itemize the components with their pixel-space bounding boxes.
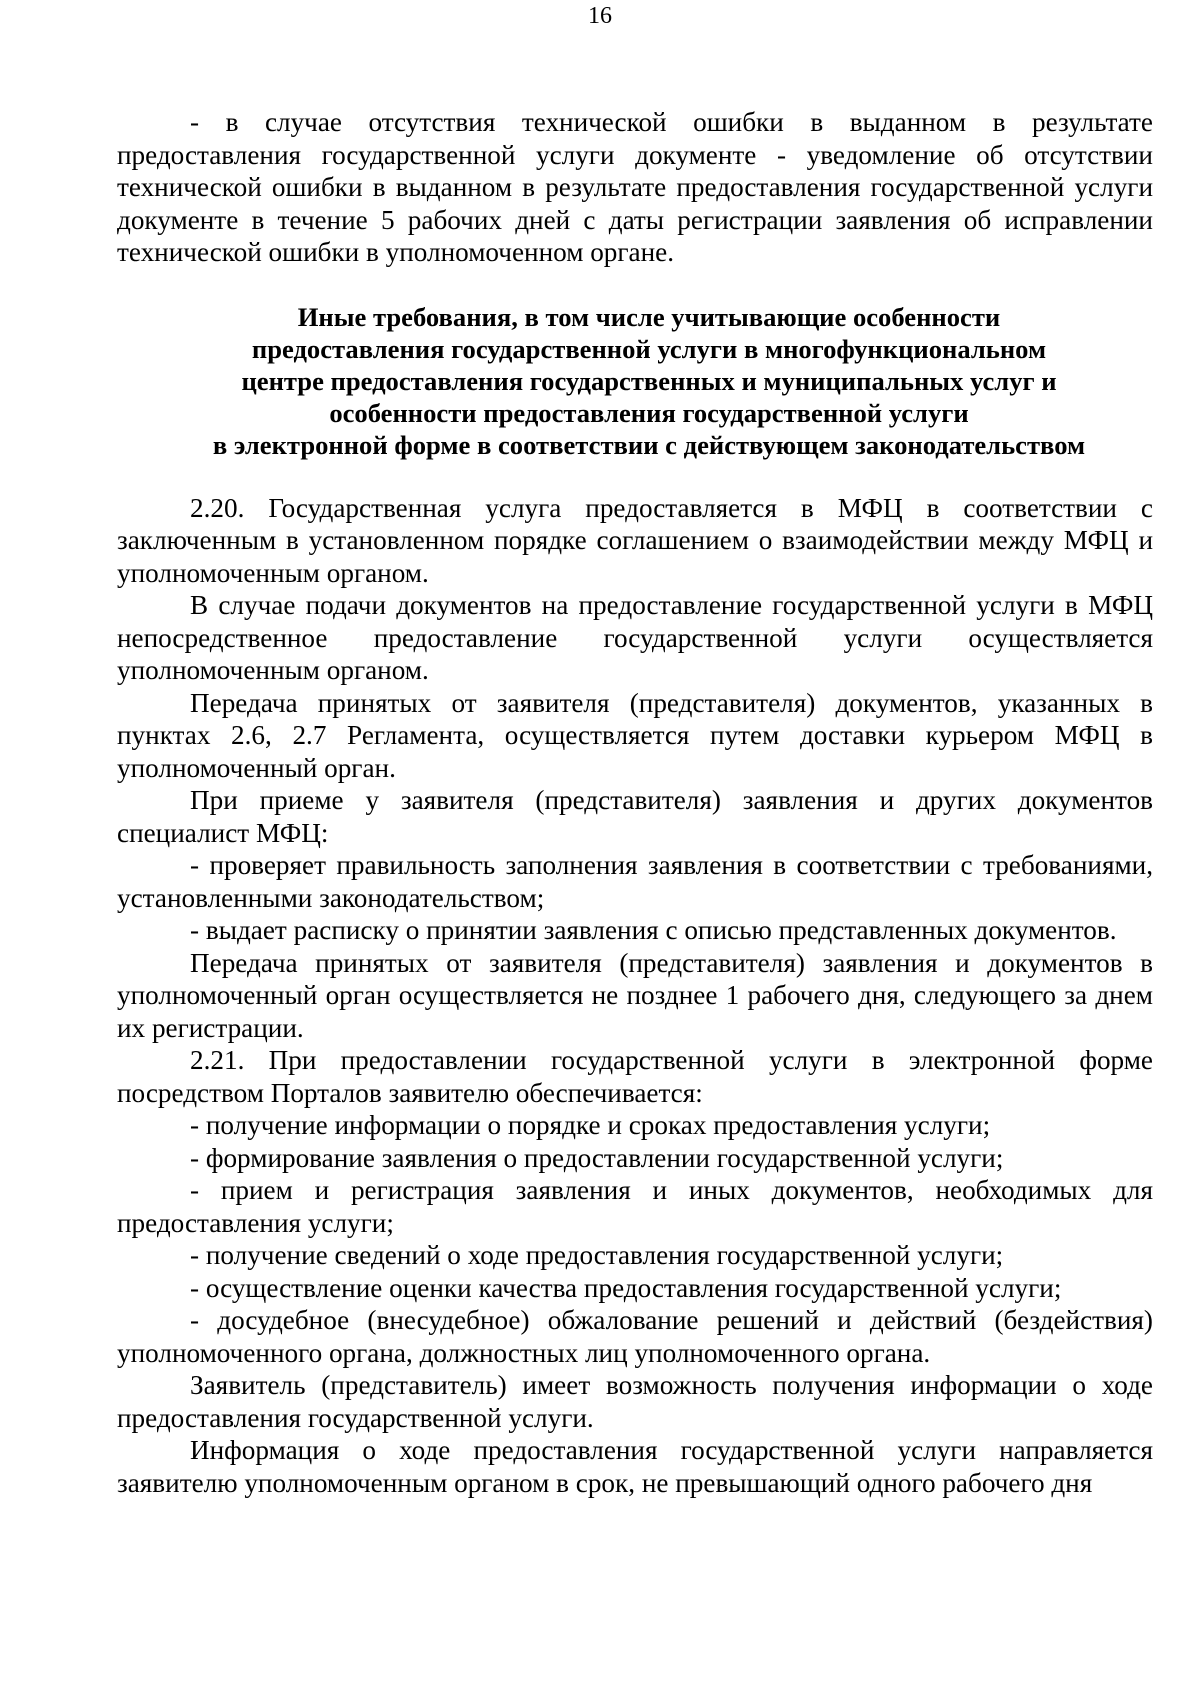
- paragraph: В случае подачи документов на предоставление государственной услуги в МФЦ непосредственное предоставление государственной услуги осуществляется уполномоченным органом.: [117, 590, 1153, 685]
- heading-line: особенности предоставления государственной услуги: [329, 397, 969, 428]
- heading-line: центре предоставления государственных и муниципальных услуг и: [241, 365, 1057, 396]
- paragraph: Передача принятых от заявителя (представителя) заявления и документов в уполномоченный орган осуществляется не позднее 1 рабочего дня, следующего за днем их регистрации.: [117, 947, 1153, 1043]
- paragraph: Информация о ходе предоставления государственной услуги направляется заявителю уполномоченным органом в срок, не превышающий одного рабочего дня: [117, 1435, 1153, 1498]
- heading-line: Иные требования, в том числе учитывающие особенности: [297, 301, 1001, 332]
- heading-line: предоставления государственной услуги в многофункциональном: [251, 333, 1047, 364]
- list-item: - осуществление оценки качества предоставления государственной услуги;: [190, 1272, 1062, 1303]
- list-item: - получение сведений о ходе предоставления государственной услуги;: [190, 1240, 1004, 1270]
- page-number: 16: [588, 3, 612, 29]
- section-heading: [117, 301, 1153, 461]
- list-item: - прием и регистрация заявления и иных документов, необходимых для предоставления услуги;: [117, 1175, 1153, 1238]
- list-item: - досудебное (внесудебное) обжалование решений и действий (бездействия) уполномоченного органа, должностных лиц уполномоченного органа.: [117, 1305, 1153, 1368]
- paragraph: 2.21. При предоставлении государственной услуги в электронной форме посредством Порталов заявителю обеспечивается:: [117, 1045, 1153, 1108]
- paragraph: 2.20. Государственная услуга предоставляется в МФЦ в соответствии с заключенным в установленном порядке соглашением о взаимодействии между МФЦ и уполномоченным органом.: [117, 492, 1153, 588]
- paragraph: При приеме у заявителя (представителя) заявления и других документов специалист МФЦ:: [117, 785, 1153, 848]
- list-item: - получение информации о порядке и сроках предоставления услуги;: [190, 1110, 991, 1140]
- intro-paragraph: - в случае отсутствия технической ошибки в выданном в результате предоставления государственной услуги документе - уведомление об отсутствии технической ошибки в выданном в результате предоставления государственной услуги документе в течение 5 рабочих дней с даты регистрации заявления об исправлении технической ошибки в уполномоченном органе.: [117, 107, 1153, 267]
- heading-line: в электронной форме в соответствии с действующем законодательством: [212, 429, 1086, 460]
- list-item: - проверяет правильность заполнения заявления в соответствии с требованиями, установленными законодательством;: [117, 850, 1153, 913]
- list-item: - формирование заявления о предоставлении государственной услуги;: [190, 1142, 1004, 1173]
- paragraph: Передача принятых от заявителя (представителя) документов, указанных в пунктах 2.6, 2.7 Регламента, осуществляется путем доставки курьером МФЦ в уполномоченный орган.: [117, 687, 1153, 783]
- document-body: [117, 106, 1153, 1499]
- paragraph: Заявитель (представитель) имеет возможность получения информации о ходе предоставления государственной услуги.: [117, 1370, 1153, 1433]
- list-item: - выдает расписку о принятии заявления с описью представленных документов.: [190, 915, 1117, 945]
